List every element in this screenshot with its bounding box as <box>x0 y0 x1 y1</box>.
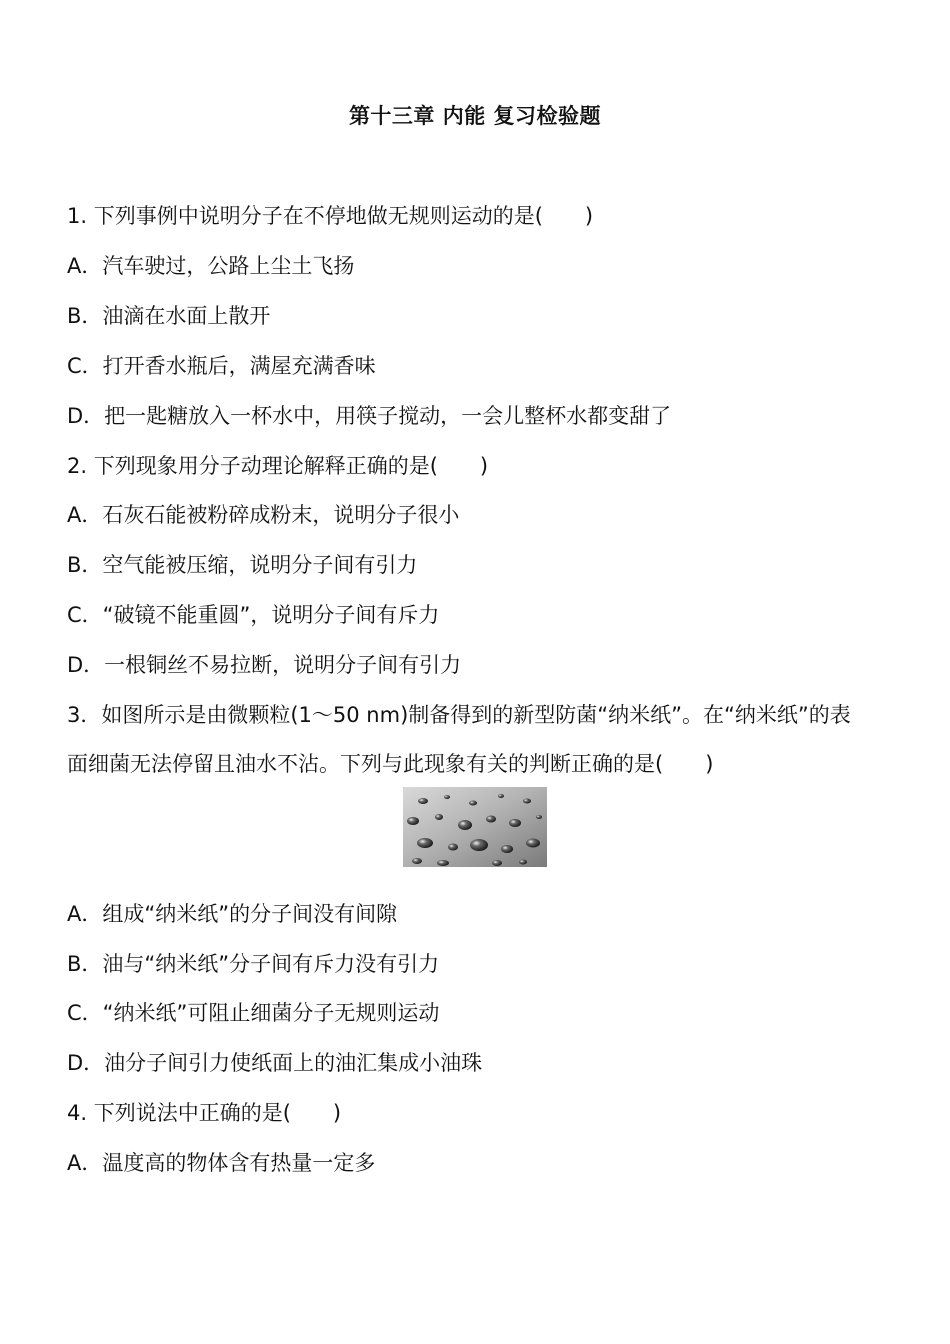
question-3-stem-line-1: 3．如图所示是由微颗粒(1～50 nm)制备得到的新型防菌“纳米纸”。在“纳米纸”的表 <box>67 703 851 727</box>
question-3-option-b: B．油与“纳米纸”分子间有斥力没有引力 <box>67 952 440 976</box>
question-1-option-a: A．汽车驶过，公路上尘土飞扬 <box>67 254 355 278</box>
question-3-option-d: D．油分子间引力使纸面上的油汇集成小油珠 <box>67 1051 483 1075</box>
question-1-option-b: B．油滴在水面上散开 <box>67 304 271 328</box>
question-2-option-b: B．空气能被压缩，说明分子间有引力 <box>67 553 418 577</box>
question-2-stem: 2. 下列现象用分子动理论解释正确的是( ) <box>67 454 489 478</box>
question-2-option-c: C．“破镜不能重圆”，说明分子间有斥力 <box>67 603 440 627</box>
question-3-option-a: A．组成“纳米纸”的分子间没有间隙 <box>67 902 398 926</box>
question-4-option-a: A．温度高的物体含有热量一定多 <box>67 1151 376 1175</box>
question-1-stem: 1. 下列事例中说明分子在不停地做无规则运动的是( ) <box>67 204 594 228</box>
question-3-option-c: C．“纳米纸”可阻止细菌分子无规则运动 <box>67 1001 440 1025</box>
question-2-option-d: D．一根铜丝不易拉断，说明分子间有引力 <box>67 653 462 677</box>
page-title: 第十三章 内能 复习检验题 <box>348 104 602 128</box>
question-1-option-c: C．打开香水瓶后，满屋充满香味 <box>67 354 376 378</box>
question-2-option-a: A．石灰石能被粉碎成粉末，说明分子很小 <box>67 503 460 527</box>
question-4-stem: 4. 下列说法中正确的是( ) <box>67 1101 342 1125</box>
question-1-option-d: D．把一匙糖放入一杯水中，用筷子搅动，一会儿整杯水都变甜了 <box>67 404 672 428</box>
nano-paper-droplets-image <box>403 787 547 867</box>
question-3-stem-line-2: 面细菌无法停留且油水不沾。下列与此现象有关的判断正确的是( ) <box>67 752 714 776</box>
